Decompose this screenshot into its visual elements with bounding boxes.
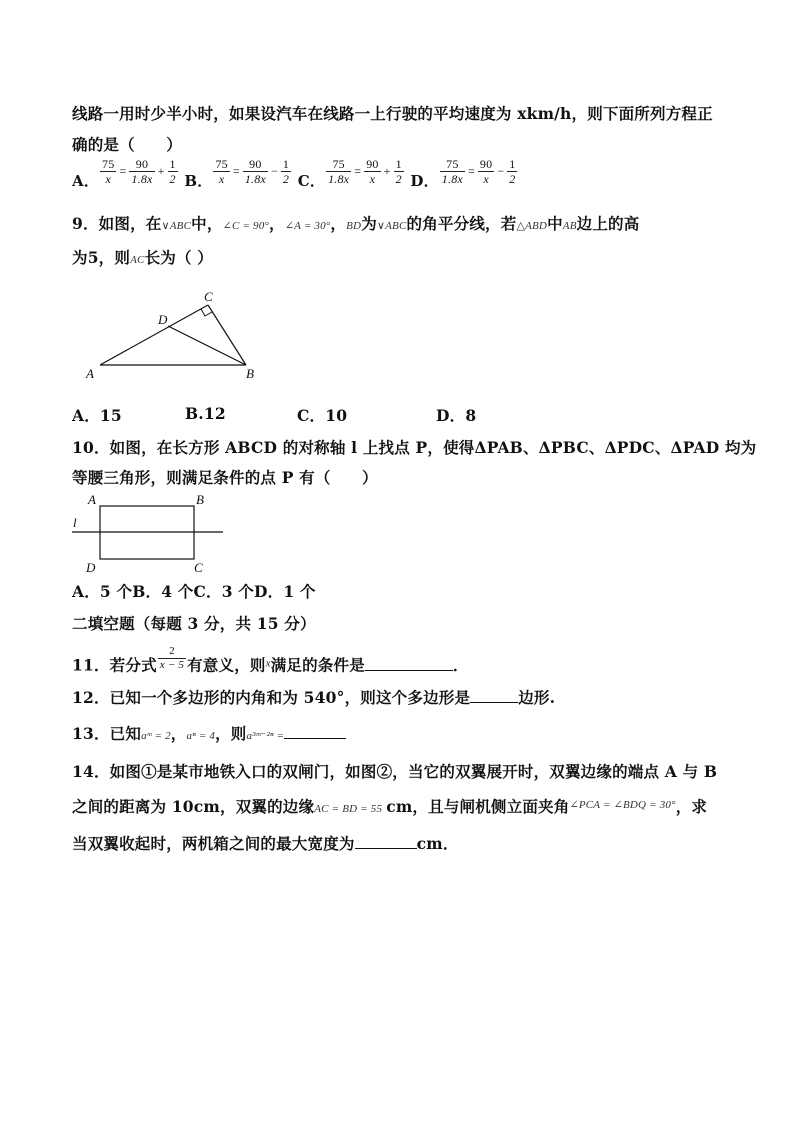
answer-blank[interactable] — [284, 724, 346, 739]
q9-option-c[interactable]: C．10 — [297, 406, 348, 425]
q14-line1: 14．如图①是某市地铁入口的双闸门，如图②，当它的双翼展开时，双翼边缘的端点 A 与 B — [72, 762, 718, 781]
fraction: $\frac{90}{x}$ — [366, 157, 379, 186]
q13: 13．已知aᵐ = 2，aⁿ = 4，则a³ᵐ⁻²ⁿ = — [72, 722, 346, 744]
option-label: A． — [72, 171, 100, 190]
math-inline: aᵐ = 2 — [141, 730, 171, 742]
label-d: D — [86, 560, 96, 575]
label-b: B — [196, 492, 204, 507]
math-inline: ∠C = 90° — [222, 220, 270, 232]
q10-line2: 等腰三角形，则满足条件的点 P 有（ ） — [72, 468, 378, 487]
math-inline: x — [265, 657, 271, 670]
label-c: C — [194, 560, 203, 575]
fraction: $\frac{1}{2}$ — [282, 157, 290, 186]
q8-option-c[interactable]: C． $\frac{75}{1.8x}$ = $\frac{90}{x}$ + $\frac{1}{2}$ — [297, 157, 402, 190]
fraction: $\frac{75}{x}$ — [102, 157, 115, 186]
q8-option-a[interactable]: A． $\frac{75}{x}$ = $\frac{90}{1.8x}$ + $\frac{1}{2}$ — [72, 157, 176, 190]
fraction: $\frac{90}{1.8x}$ — [131, 157, 153, 186]
section-heading: 二填空题（每题 3 分，共 15 分） — [72, 614, 316, 633]
q8-option-b[interactable]: B． $\frac{75}{x}$ = $\frac{90}{1.8x}$ − $\frac{1}{2}$ — [184, 157, 290, 190]
q8-option-d[interactable]: D． $\frac{75}{1.8x}$ = $\frac{90}{x}$ − $\frac{1}{2}$ — [410, 157, 516, 190]
math-inline: ∨ABC — [376, 220, 407, 232]
fraction: $\frac{1}{2}$ — [169, 157, 176, 186]
fraction: $\frac{75}{1.8x}$ — [441, 157, 463, 186]
fraction: $\frac{1}{2}$ — [395, 157, 402, 186]
option-label: C． — [297, 171, 326, 190]
label-d: D — [158, 312, 168, 327]
math-inline: AC — [130, 254, 145, 266]
math-inline: △ABD — [516, 220, 548, 232]
fraction: $\frac{75}{x}$ — [215, 157, 228, 186]
q9-option-b[interactable]: B.12 — [185, 404, 226, 423]
label-b: B — [246, 366, 254, 381]
answer-blank[interactable] — [365, 656, 453, 671]
q9-line2: 为5，则AC长为（ ） — [72, 248, 213, 267]
fraction: $\frac{90}{x}$ — [479, 157, 493, 186]
label-l: l — [73, 515, 77, 530]
q9-option-a[interactable]: A．15 — [72, 406, 122, 425]
label-a: A — [86, 366, 94, 381]
q10-line1: 10．如图，在长方形 ABCD 的对称轴 l 上找点 P，使得ΔPAB、ΔPBC、ΔPDC、ΔPAD 均为 — [72, 438, 757, 457]
q14-line3: 当双翼收起时，两机箱之间的最大宽度为 cm． — [72, 834, 459, 853]
q8-line2: 确的是（ ） — [72, 135, 182, 154]
q9-triangle-figure — [78, 284, 268, 384]
fraction: $\frac{90}{1.8x}$ — [244, 157, 266, 186]
q8-line1: 线路一用时少半小时，如果设汽车在线路一上行驶的平均速度为 xkm/h，则下面所列方程正 — [72, 104, 713, 123]
label-a: A — [88, 492, 96, 507]
q8-options — [72, 157, 518, 191]
math-inline: BD — [346, 220, 362, 232]
option-label: B． — [184, 171, 213, 190]
fraction: $\frac{75}{1.8x}$ — [328, 157, 350, 186]
q9-option-d[interactable]: D．8 — [436, 406, 477, 425]
q14-line2: 之间的距离为 10cm，双翼的边缘AC = BD = 55 cm，且与闸机侧立面夹角$^{\angle PCA = \angle BDQ = 30^\circ}$，求 — [72, 797, 708, 816]
option-label: D． — [410, 171, 439, 190]
answer-blank[interactable] — [470, 688, 518, 703]
math-inline: a³ᵐ⁻²ⁿ = — [246, 730, 285, 742]
q12: 12．已知一个多边形的内角和为 540°，则这个多边形是 边形. — [72, 688, 556, 707]
fraction: $\frac{1}{2}$ — [509, 157, 516, 186]
math-inline: AC = BD = 55 — [314, 803, 383, 815]
label-c: C — [204, 289, 213, 304]
math-inline: ∠PCA = ∠BDQ = 30° — [569, 799, 676, 811]
math-inline: aⁿ = 4 — [186, 730, 216, 742]
q10-rectangle-figure — [68, 490, 233, 575]
q11: 11．若分式 $\frac{2}{x - 5}$ 有意义，则$_x$满足的条件是 ． — [72, 645, 469, 675]
fraction: $\frac{2}{x - 5}$ — [159, 645, 185, 671]
q9-line1: 9．如图，在∨ABC中，∠C = 90°，∠A = 30°，BD为∨ABC的角平分线，若△ABD中AB边上的高 — [72, 214, 640, 233]
math-inline: ∨ABC — [161, 220, 192, 232]
math-inline: AB — [562, 220, 577, 232]
math-inline: ∠A = 30° — [284, 220, 331, 232]
answer-blank[interactable] — [355, 834, 417, 849]
q10-options: A．5 个B．4 个C．3 个D．1 个 — [72, 582, 316, 601]
